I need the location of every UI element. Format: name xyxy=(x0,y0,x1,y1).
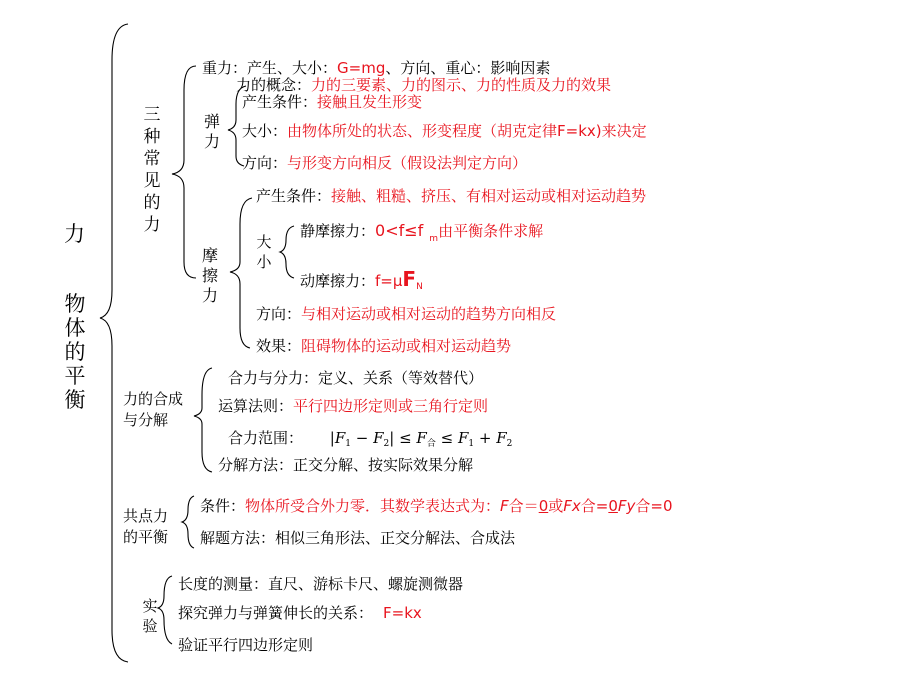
gravity-line: 重力：产生、大小：G=mg、方向、重心：影响因素 xyxy=(202,59,551,77)
resultant-range-line: 合力范围： $|F_1 - F_2| \le F_合 \le F_1 + F_2$ xyxy=(228,429,513,449)
concurrent-brace xyxy=(182,496,194,548)
composition-label-1: 力的合成 xyxy=(123,390,184,408)
concurrent-label-2: 的平衡 xyxy=(123,528,169,546)
elastic-size-line: 大小：由物体所处的状态、形变程度（胡克定律F=kx)来决定 xyxy=(242,122,647,140)
operation-rule-line: 运算法则：平行四边形定则或三角行定则 xyxy=(218,397,489,415)
friction-condition-line: 产生条件：接触、粗糙、挤压、有相对运动或相对运动趋势 xyxy=(256,187,647,205)
three-forces-label: 三种常见的力 xyxy=(143,105,161,235)
kinetic-friction-line: 动摩擦力：$f=\mu F_N$ xyxy=(300,267,423,292)
friction-size-brace xyxy=(280,226,294,278)
friction-size-label: 大小 xyxy=(256,233,272,271)
spring-experiment-line: 探究弹力与弹簧伸长的关系： F=kx xyxy=(178,604,422,622)
three-forces-brace xyxy=(172,66,196,278)
friction-effect-line: 效果：阻碍物体的运动或相对运动趋势 xyxy=(256,337,512,355)
friction-direction-line: 方向：与相对运动或相对运动的趋势方向相反 xyxy=(256,305,557,323)
friction-brace xyxy=(230,198,252,348)
composition-label-2: 与分解 xyxy=(123,411,169,429)
equilibrium-condition-line: 条件：物体所受合外力零．其数学表达式为：F合＝0或Fx合=0Fy合=0 xyxy=(200,497,673,515)
composition-brace xyxy=(194,368,212,472)
experiment-label: 实验 xyxy=(142,597,158,635)
main-brace xyxy=(100,24,128,662)
friction-label: 摩擦力 xyxy=(201,246,218,305)
length-measurement-line: 长度的测量：直尺、游标卡尺、螺旋测微器 xyxy=(178,575,464,593)
solving-method-line: 解题方法：相似三角形法、正交分解法、合成法 xyxy=(200,529,516,547)
resultant-line: 合力与分力：定义、关系（等效替代） xyxy=(228,369,484,387)
decomposition-method-line: 分解方法：正交分解、按实际效果分解 xyxy=(218,456,474,474)
elastic-concept-line: 力的概念：力的三要素、力的图示、力的性质及力的效果 xyxy=(236,76,612,94)
static-friction-line: 静摩擦力：0<f≤f $_m$由平衡条件求解 xyxy=(300,221,544,244)
concurrent-label-1: 共点力 xyxy=(123,507,169,525)
parallelogram-verification-line: 验证平行四边形定则 xyxy=(178,636,314,654)
elastic-direction-line: 方向：与形变方向相反（假设法判定方向） xyxy=(242,154,528,172)
elastic-label: 弹力 xyxy=(203,112,220,151)
elastic-condition-line: 产生条件：接触且发生形变 xyxy=(242,93,423,111)
root-title-li: 力 xyxy=(64,222,85,246)
root-title-balance: 物体的平衡 xyxy=(64,292,86,412)
